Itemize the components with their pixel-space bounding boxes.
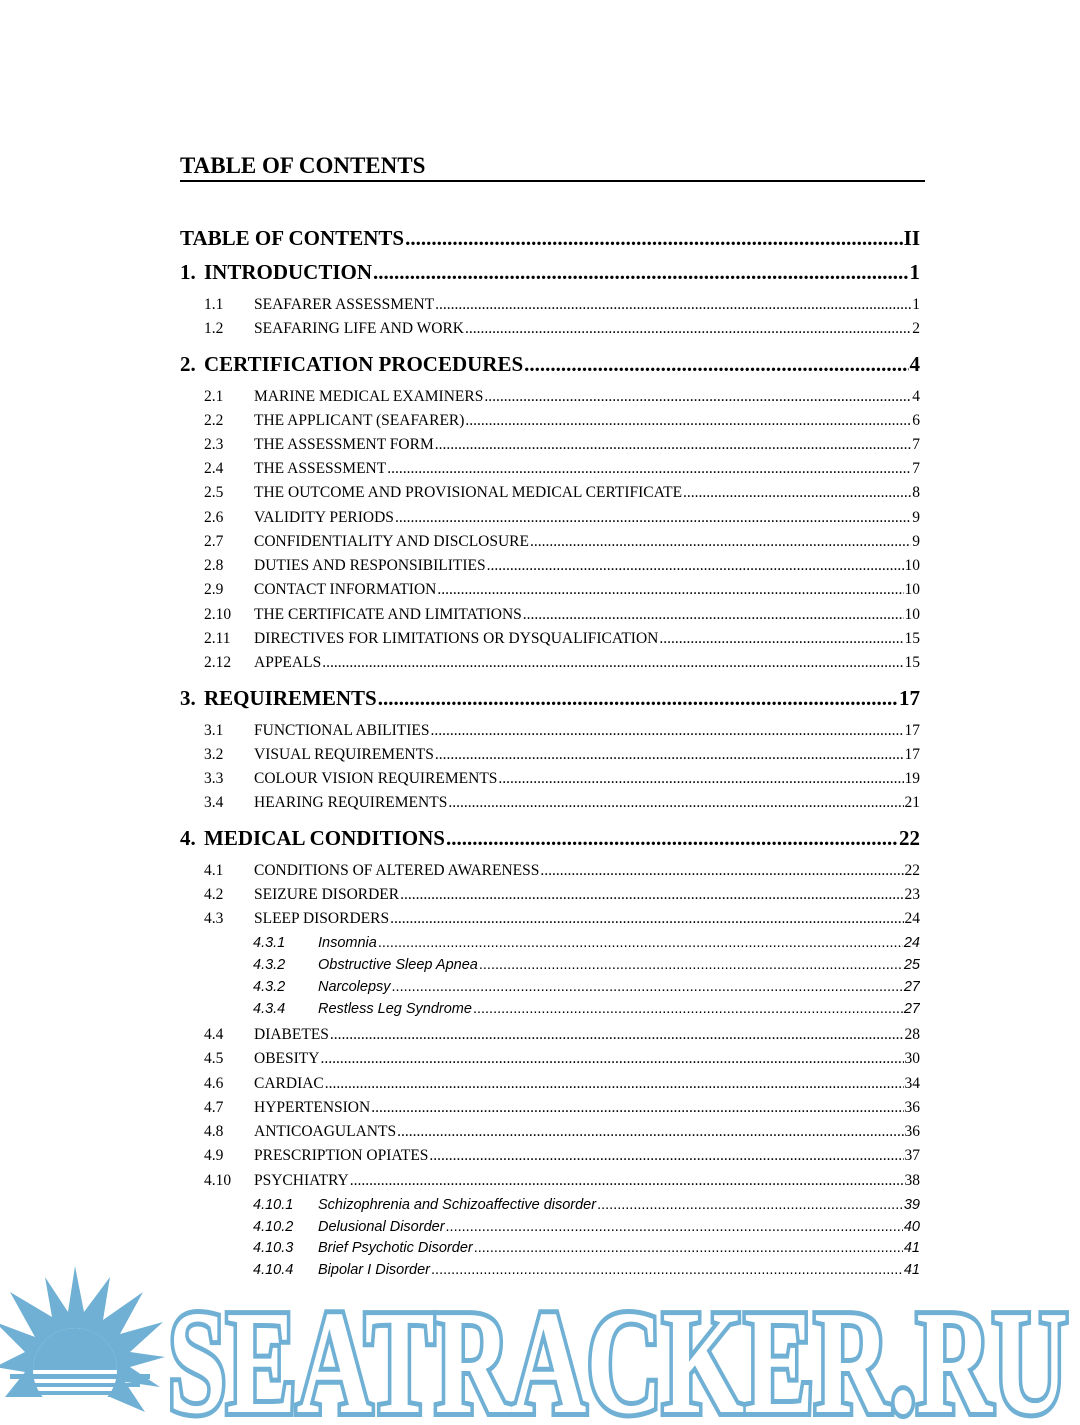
toc-entry[interactable] [180,1026,920,1044]
toc-entry-number: 4.2 [204,886,224,903]
toc-entry-number: 4.8 [204,1123,224,1140]
toc-entry-page: 39 [903,1197,920,1213]
toc-entry-page: 41 [903,1240,920,1256]
toc-entry[interactable] [180,226,920,251]
toc-dot-leader [435,746,904,764]
toc-dot-leader [484,388,911,406]
toc-entry-number: 4.7 [204,1099,224,1116]
toc-dot-leader [530,533,911,551]
toc-entry-title: APPEALS [254,654,322,671]
toc-entry-title: PSYCHIATRY [254,1172,349,1189]
toc-entry-number: 4.5 [204,1050,224,1067]
toc-entry-page: 2 [912,320,920,337]
toc-dot-leader [437,581,903,599]
toc-dot-leader [446,826,898,851]
toc-entry-page: 17 [904,746,920,763]
toc-entry-title: ANTICOAGULANTS [254,1123,397,1140]
toc-entry[interactable] [180,1001,920,1017]
toc-entry-page: 23 [904,886,920,903]
toc-entry[interactable] [180,979,920,995]
toc-entry[interactable] [180,1050,920,1068]
toc-entry-page: 27 [903,1001,920,1017]
toc-entry-title: CARDIAC [254,1075,324,1092]
toc-entry-title: Bipolar I Disorder [318,1262,431,1278]
toc-entry[interactable] [180,862,920,880]
toc-entry-page: 9 [912,533,920,550]
toc-entry[interactable] [180,1075,920,1093]
toc-entry-number: 4.4 [204,1026,224,1043]
toc-entry-page: 36 [904,1099,920,1116]
toc-entry-title: VISUAL REQUIREMENTS [254,746,434,763]
toc-entry[interactable] [180,1099,920,1117]
toc-entry-number: 4.6 [204,1075,224,1092]
toc-entry-number: 3.3 [204,770,224,787]
sun-burst-icon [0,1266,165,1412]
toc-dot-leader [540,862,903,880]
toc-entry-title: THE APPLICANT (SEAFARER) [254,412,465,429]
toc-dot-leader [479,957,903,973]
toc-entry-page: 4 [909,352,920,376]
toc-dot-leader [523,606,904,624]
toc-entry-title: THE OUTCOME AND PROVISIONAL MEDICAL CERTIFICATE [254,484,683,501]
toc-entry-page: 21 [904,794,920,811]
toc-dot-leader [397,1123,903,1141]
toc-entry-number: 2. [180,352,196,376]
toc-entry[interactable] [180,935,920,951]
toc-entry-title: Delusional Disorder [318,1219,445,1235]
toc-entry[interactable] [180,388,920,406]
toc-entry-number: 1.1 [204,296,224,313]
toc-entry[interactable] [180,746,920,764]
toc-entry[interactable] [180,260,920,285]
toc-entry[interactable] [180,581,920,599]
toc-entry[interactable] [180,630,920,648]
toc-entry[interactable] [180,686,920,711]
toc-entry-number: 1.2 [204,320,224,337]
toc-entry-number: 4.3 [204,910,224,927]
toc-dot-leader [435,296,911,314]
toc-entry-page: 15 [904,654,920,671]
toc-entry-title: CERTIFICATION PROCEDURES [204,352,524,376]
page-heading: TABLE OF CONTENTS [180,152,925,182]
toc-dot-leader [431,722,904,740]
toc-dot-leader [320,1050,903,1068]
toc-entry-title: MEDICAL CONDITIONS [204,826,445,850]
toc-entry[interactable] [180,412,920,430]
toc-entry-page: 41 [903,1262,920,1278]
toc-entry-title: PRESCRIPTION OPIATES [254,1147,429,1164]
toc-entry-title: INTRODUCTION [204,260,373,284]
toc-entry-number: 3.2 [204,746,224,763]
toc-entry-title: CONTACT INFORMATION [254,581,437,598]
toc-entry-title: CONDITIONS OF ALTERED AWARENESS [254,862,540,879]
toc-entry-page: II [903,226,920,250]
toc-entry-number: 4.10.1 [253,1197,294,1213]
toc-dot-leader [597,1197,903,1213]
toc-entry-title: Schizophrenia and Schizoaffective disorder [318,1197,597,1213]
toc-entry[interactable] [180,1172,920,1190]
toc-entry[interactable] [180,770,920,788]
toc-entry-page: 15 [904,630,920,647]
toc-entry-page: 8 [912,484,920,501]
toc-dot-leader [446,1219,903,1235]
toc-dot-leader [371,1099,903,1117]
toc-entry-page: 1 [909,260,920,284]
footer-page-number: ii [546,1343,554,1358]
toc-dot-leader [487,557,904,575]
toc-entry-number: 4.9 [204,1147,224,1164]
toc-dot-leader [378,935,903,951]
toc-dot-leader [400,886,903,904]
toc-entry-number: 2.10 [204,606,232,623]
toc-entry-page: 7 [912,436,920,453]
toc-entry-title: Narcolepsy [318,979,391,995]
toc-entry-page: 22 [899,826,920,850]
toc-entry-number: 3.4 [204,794,224,811]
toc-entry[interactable] [180,1123,920,1141]
toc-entry-title: SEAFARER ASSESSMENT [254,296,435,313]
toc-entry[interactable] [180,957,920,973]
toc-dot-leader [474,1240,903,1256]
toc-entry-page: 34 [904,1075,920,1092]
toc-entry-page: 19 [904,770,920,787]
toc-entry-page: 6 [912,412,920,429]
toc-entry-title: TABLE OF CONTENTS [180,226,405,250]
toc-entry-page: 37 [904,1147,920,1164]
toc-dot-leader [373,260,908,285]
toc-entry-number: 2.6 [204,509,224,526]
toc-entry-title: SLEEP DISORDERS [254,910,390,927]
toc-entry-title: CONFIDENTIALITY AND DISCLOSURE [254,533,529,550]
toc-entry-page: 17 [904,722,920,739]
toc-entry-page: 1 [912,296,920,313]
toc-entry-page: 10 [904,581,920,598]
toc-entry-title: Obstructive Sleep Apnea [318,957,478,973]
toc-entry-page: 24 [903,935,920,951]
toc-dot-leader [683,484,911,502]
toc-entry-number: 2.12 [204,654,232,671]
toc-entry-number: 2.7 [204,533,224,550]
toc-entry[interactable] [180,606,920,624]
toc-entry-number: 3. [180,686,196,710]
toc-entry-number: 3.1 [204,722,224,739]
toc-entry[interactable] [180,484,920,502]
toc-entry-title: SEIZURE DISORDER [254,886,400,903]
toc-dot-leader [322,654,903,672]
toc-entry-title: MARINE MEDICAL EXAMINERS [254,388,484,405]
toc-entry[interactable] [180,886,920,904]
toc-entry-title: REQUIREMENTS [204,686,377,710]
toc-entry-page: 9 [912,509,920,526]
toc-entry-number: 4. [180,826,196,850]
toc-entry-number: 4.3.2 [253,979,286,995]
toc-dot-leader [448,794,903,812]
toc-entry-title: THE ASSESSMENT FORM [254,436,434,453]
toc-entry-page: 17 [899,686,920,710]
toc-entry-page: 10 [904,606,920,623]
toc-entry-title: HEARING REQUIREMENTS [254,794,448,811]
toc-entry-number: 4.3.1 [253,935,286,951]
toc-entry-page: 28 [904,1026,920,1043]
toc-dot-leader [429,1147,903,1165]
toc-entry-page: 7 [912,460,920,477]
toc-entry[interactable] [180,1147,920,1165]
toc-dot-leader [659,630,903,648]
toc-entry-title: COLOUR VISION REQUIREMENTS [254,770,498,787]
toc-entry[interactable] [180,296,920,314]
toc-entry-page: 38 [904,1172,920,1189]
toc-dot-leader [392,979,903,995]
toc-entry-page: 25 [903,957,920,973]
toc-entry-title: HYPERTENSION [254,1099,371,1116]
toc-entry-page: 4 [912,388,920,405]
toc-entry-number: 4.3.4 [253,1001,286,1017]
watermark-text: SEATRACKER.RU [168,1281,1068,1425]
toc-entry-number: 4.3.2 [253,957,286,973]
toc-entry-number: 1. [180,260,196,284]
toc-dot-leader [387,460,911,478]
toc-dot-leader [405,226,903,251]
toc-entry-page: 36 [904,1123,920,1140]
toc-dot-leader [431,1262,903,1278]
toc-dot-leader [325,1075,904,1093]
toc-entry-number: 4.10.3 [253,1240,294,1256]
toc-entry[interactable] [180,826,920,851]
toc-entry[interactable] [180,1197,920,1213]
toc-entry[interactable] [180,1219,920,1235]
toc-dot-leader [524,352,908,377]
toc-entry-title: Insomnia [318,935,377,951]
toc-entry[interactable] [180,557,920,575]
toc-entry-title: FUNCTIONAL ABILITIES [254,722,430,739]
toc-dot-leader [498,770,903,788]
toc-entry[interactable] [180,352,920,377]
toc-entry-number: 4.10.2 [253,1219,294,1235]
toc-dot-leader [473,1001,903,1017]
toc-entry-number: 2.5 [204,484,224,501]
toc-entry-title: THE ASSESSMENT [254,460,387,477]
toc-entry[interactable] [180,1240,920,1256]
toc-entry-page: 40 [903,1219,920,1235]
toc-entry-title: DUTIES AND RESPONSIBILITIES [254,557,486,574]
toc-entry-title: DIABETES [254,1026,329,1043]
toc-entry-number: 2.11 [204,630,231,647]
toc-entry-title: THE CERTIFICATE AND LIMITATIONS [254,606,522,623]
toc-dot-leader [350,1172,904,1190]
toc-entry[interactable] [180,794,920,812]
toc-entry-page: 27 [903,979,920,995]
toc-entry[interactable] [180,533,920,551]
toc-dot-leader [330,1026,904,1044]
toc-entry-title: Restless Leg Syndrome [318,1001,472,1017]
toc-entry-title: OBESITY [254,1050,320,1067]
toc-entry-number: 2.2 [204,412,224,429]
toc-entry[interactable] [180,910,920,928]
toc-entry-number: 2.9 [204,581,224,598]
toc-entry[interactable] [180,509,920,527]
toc-entry[interactable] [180,654,920,672]
toc-entry-number: 2.3 [204,436,224,453]
toc-entry-page: 30 [904,1050,920,1067]
toc-entry-title: SEAFARING LIFE AND WORK [254,320,464,337]
toc-entry-title: VALIDITY PERIODS [254,509,394,526]
toc-entry[interactable] [180,436,920,454]
toc-entry[interactable] [180,1262,920,1278]
toc-entry-number: 2.4 [204,460,224,477]
toc-entry-number: 2.8 [204,557,224,574]
toc-dot-leader [395,509,911,527]
toc-entry[interactable] [180,722,920,740]
toc-entry-number: 2.1 [204,388,224,405]
toc-entry-number: 4.10 [204,1172,232,1189]
toc-entry-number: 4.1 [204,862,224,879]
toc-entry-page: 10 [904,557,920,574]
toc-entry-title: DIRECTIVES FOR LIMITATIONS OR DYSQUALIFICATION [254,630,659,647]
toc-entry-number: 4.10.4 [253,1262,294,1278]
toc-entry-page: 22 [904,862,920,879]
toc-entry[interactable] [180,460,920,478]
toc-entry-title: Brief Psychotic Disorder [318,1240,473,1256]
toc-dot-leader [390,910,903,928]
toc-dot-leader [435,436,912,454]
toc-entry-page: 24 [904,910,920,927]
toc-dot-leader [378,686,898,711]
toc-dot-leader [465,412,911,430]
toc-dot-leader [465,320,911,338]
toc-entry[interactable] [180,320,920,338]
